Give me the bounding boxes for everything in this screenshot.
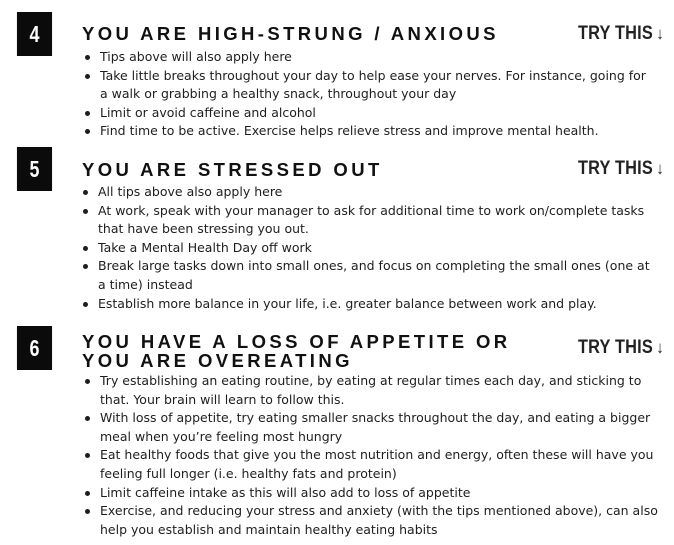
arrow-down-icon: ↓	[656, 24, 664, 43]
try-this-label	[578, 337, 664, 359]
list-item: All tips above also apply here	[80, 183, 654, 202]
list-item: Take little breaks throughout your day to help ease your nerves. For instance, going for a walk or grabbing a healthy snack, throughout your day	[82, 67, 654, 104]
section-number-badge	[17, 12, 52, 56]
list-item: Break large tasks down into small ones, and focus on completing the small ones (one at a time) instead	[80, 257, 654, 294]
section-number-badge	[17, 147, 52, 191]
list-item: Tips above will also apply here	[82, 48, 654, 67]
try-this-text: TRY THIS	[578, 337, 654, 358]
list-item: At work, speak with your manager to ask for additional time to work on/complete tasks that have been stressing you out.	[80, 202, 654, 239]
try-this-label	[578, 23, 664, 45]
tips-list	[80, 183, 654, 313]
try-this-label	[578, 158, 664, 180]
section-heading: YOU HAVE A LOSS OF APPETITE OR YOU ARE OVEREATING	[82, 331, 511, 371]
section-number: 6	[29, 334, 40, 361]
list-item: Find time to be active. Exercise helps relieve stress and improve mental health.	[82, 122, 654, 141]
section-number-badge	[17, 326, 52, 370]
section-heading: YOU ARE HIGH-STRUNG / ANXIOUS	[82, 23, 499, 44]
arrow-down-icon: ↓	[656, 159, 664, 178]
tips-list	[82, 48, 654, 141]
list-item: Establish more balance in your life, i.e. greater balance between work and play.	[80, 295, 654, 314]
list-item: Exercise, and reducing your stress and anxiety (with the tips mentioned above), can also help you establish and maintain healthy eating habits	[82, 502, 664, 539]
list-item: Try establishing an eating routine, by eating at regular times each day, and sticking to that. Your brain will learn to follow this.	[82, 372, 664, 409]
section-number: 5	[29, 155, 40, 182]
list-item: Take a Mental Health Day off work	[80, 239, 654, 258]
section-number: 4	[29, 20, 40, 47]
list-item: Eat healthy foods that give you the most nutrition and energy, often these will have you feeling full longer (i.e. healthy fats and protein)	[82, 446, 664, 483]
list-item: Limit or avoid caffeine and alcohol	[82, 104, 654, 123]
list-item: With loss of appetite, try eating smaller snacks throughout the day, and eating a bigger meal when you’re feeling most hungry	[82, 409, 664, 446]
arrow-down-icon: ↓	[656, 338, 664, 357]
list-item: Limit caffeine intake as this will also add to loss of appetite	[82, 484, 664, 503]
tips-list	[82, 372, 664, 539]
try-this-text: TRY THIS	[578, 158, 654, 179]
try-this-text: TRY THIS	[578, 23, 654, 44]
section-heading: YOU ARE STRESSED OUT	[82, 159, 383, 180]
